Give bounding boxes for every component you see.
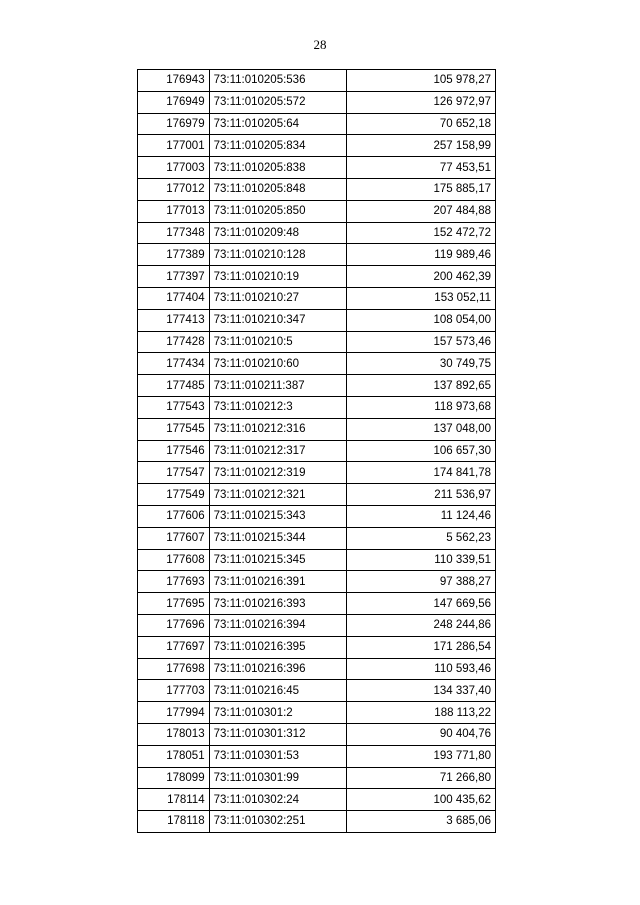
record-id-cell: 176949 — [138, 91, 210, 113]
cadastral-number-cell: 73:11:010209:48 — [209, 222, 347, 244]
value-cell: 193 771,80 — [347, 745, 496, 767]
value-cell: 147 669,56 — [347, 593, 496, 615]
table-row — [138, 723, 496, 745]
value-cell: 30 749,75 — [347, 353, 496, 375]
table-row — [138, 287, 496, 309]
cadastral-number-cell: 73:11:010301:53 — [209, 745, 347, 767]
record-id-cell: 177697 — [138, 636, 210, 658]
table-row — [138, 789, 496, 811]
record-id-cell: 177404 — [138, 287, 210, 309]
record-id-cell: 177608 — [138, 549, 210, 571]
table-row — [138, 70, 496, 92]
table-row — [138, 614, 496, 636]
table-row — [138, 636, 496, 658]
record-id-cell: 177994 — [138, 702, 210, 724]
cadastral-number-cell: 73:11:010215:344 — [209, 527, 347, 549]
table-row — [138, 353, 496, 375]
cadastral-number-cell: 73:11:010212:321 — [209, 484, 347, 506]
table-row — [138, 91, 496, 113]
table-row — [138, 266, 496, 288]
value-cell: 110 339,51 — [347, 549, 496, 571]
value-cell: 100 435,62 — [347, 789, 496, 811]
table-row — [138, 549, 496, 571]
value-cell: 137 892,65 — [347, 375, 496, 397]
record-id-cell: 177013 — [138, 200, 210, 222]
record-id-cell: 176979 — [138, 113, 210, 135]
cadastral-number-cell: 73:11:010205:850 — [209, 200, 347, 222]
value-cell: 200 462,39 — [347, 266, 496, 288]
table-row — [138, 375, 496, 397]
value-cell: 207 484,88 — [347, 200, 496, 222]
value-cell: 110 593,46 — [347, 658, 496, 680]
value-cell: 105 978,27 — [347, 70, 496, 92]
table-row — [138, 113, 496, 135]
record-id-cell: 177543 — [138, 396, 210, 418]
value-cell: 118 973,68 — [347, 396, 496, 418]
cadastral-number-cell: 73:11:010210:27 — [209, 287, 347, 309]
record-id-cell: 177606 — [138, 505, 210, 527]
table-row — [138, 767, 496, 789]
table-body — [138, 70, 496, 833]
page-number: 28 — [313, 37, 327, 52]
registry-table — [137, 69, 496, 833]
table-row — [138, 593, 496, 615]
cadastral-number-cell: 73:11:010216:393 — [209, 593, 347, 615]
table-row — [138, 396, 496, 418]
table-row — [138, 135, 496, 157]
cadastral-number-cell: 73:11:010302:251 — [209, 811, 347, 833]
value-cell: 137 048,00 — [347, 418, 496, 440]
table-row — [138, 680, 496, 702]
table-row — [138, 811, 496, 833]
value-cell: 3 685,06 — [347, 811, 496, 833]
cadastral-number-cell: 73:11:010302:24 — [209, 789, 347, 811]
record-id-cell: 178099 — [138, 767, 210, 789]
cadastral-number-cell: 73:11:010301:99 — [209, 767, 347, 789]
table-row — [138, 178, 496, 200]
cadastral-number-cell: 73:11:010215:345 — [209, 549, 347, 571]
value-cell: 106 657,30 — [347, 440, 496, 462]
record-id-cell: 177428 — [138, 331, 210, 353]
cadastral-number-cell: 73:11:010205:834 — [209, 135, 347, 157]
table-row — [138, 331, 496, 353]
record-id-cell: 177698 — [138, 658, 210, 680]
cadastral-number-cell: 73:11:010212:316 — [209, 418, 347, 440]
value-cell: 175 885,17 — [347, 178, 496, 200]
record-id-cell: 178118 — [138, 811, 210, 833]
record-id-cell: 177693 — [138, 571, 210, 593]
record-id-cell: 176943 — [138, 70, 210, 92]
record-id-cell: 178051 — [138, 745, 210, 767]
cadastral-number-cell: 73:11:010216:394 — [209, 614, 347, 636]
value-cell: 153 052,11 — [347, 287, 496, 309]
table-row — [138, 309, 496, 331]
table-row — [138, 505, 496, 527]
value-cell: 70 652,18 — [347, 113, 496, 135]
value-cell: 152 472,72 — [347, 222, 496, 244]
cadastral-number-cell: 73:11:010205:64 — [209, 113, 347, 135]
record-id-cell: 177485 — [138, 375, 210, 397]
cadastral-number-cell: 73:11:010301:2 — [209, 702, 347, 724]
record-id-cell: 177003 — [138, 157, 210, 179]
value-cell: 90 404,76 — [347, 723, 496, 745]
value-cell: 157 573,46 — [347, 331, 496, 353]
value-cell: 257 158,99 — [347, 135, 496, 157]
value-cell: 248 244,86 — [347, 614, 496, 636]
value-cell: 77 453,51 — [347, 157, 496, 179]
cadastral-number-cell: 73:11:010210:347 — [209, 309, 347, 331]
cadastral-number-cell: 73:11:010301:312 — [209, 723, 347, 745]
table-row — [138, 702, 496, 724]
record-id-cell: 177547 — [138, 462, 210, 484]
cadastral-number-cell: 73:11:010212:317 — [209, 440, 347, 462]
record-id-cell: 177545 — [138, 418, 210, 440]
cadastral-number-cell: 73:11:010215:343 — [209, 505, 347, 527]
record-id-cell: 177546 — [138, 440, 210, 462]
table-row — [138, 418, 496, 440]
value-cell: 211 536,97 — [347, 484, 496, 506]
cadastral-number-cell: 73:11:010205:536 — [209, 70, 347, 92]
value-cell: 188 113,22 — [347, 702, 496, 724]
record-id-cell: 177348 — [138, 222, 210, 244]
cadastral-number-cell: 73:11:010212:319 — [209, 462, 347, 484]
cadastral-number-cell: 73:11:010212:3 — [209, 396, 347, 418]
value-cell: 11 124,46 — [347, 505, 496, 527]
record-id-cell: 177696 — [138, 614, 210, 636]
record-id-cell: 177695 — [138, 593, 210, 615]
value-cell: 71 266,80 — [347, 767, 496, 789]
table-row — [138, 658, 496, 680]
cadastral-number-cell: 73:11:010211:387 — [209, 375, 347, 397]
table-row — [138, 440, 496, 462]
record-id-cell: 178013 — [138, 723, 210, 745]
table-row — [138, 484, 496, 506]
value-cell: 108 054,00 — [347, 309, 496, 331]
cadastral-number-cell: 73:11:010210:19 — [209, 266, 347, 288]
table-row — [138, 222, 496, 244]
cadastral-number-cell: 73:11:010210:128 — [209, 244, 347, 266]
value-cell: 174 841,78 — [347, 462, 496, 484]
record-id-cell: 177389 — [138, 244, 210, 266]
cadastral-number-cell: 73:11:010205:572 — [209, 91, 347, 113]
cadastral-number-cell: 73:11:010205:838 — [209, 157, 347, 179]
cadastral-number-cell: 73:11:010216:395 — [209, 636, 347, 658]
record-id-cell: 177397 — [138, 266, 210, 288]
record-id-cell: 177703 — [138, 680, 210, 702]
record-id-cell: 177434 — [138, 353, 210, 375]
record-id-cell: 178114 — [138, 789, 210, 811]
record-id-cell: 177001 — [138, 135, 210, 157]
table-row — [138, 157, 496, 179]
cadastral-number-cell: 73:11:010210:60 — [209, 353, 347, 375]
cadastral-number-cell: 73:11:010205:848 — [209, 178, 347, 200]
record-id-cell: 177012 — [138, 178, 210, 200]
value-cell: 97 388,27 — [347, 571, 496, 593]
value-cell: 119 989,46 — [347, 244, 496, 266]
cadastral-number-cell: 73:11:010216:391 — [209, 571, 347, 593]
value-cell: 5 562,23 — [347, 527, 496, 549]
value-cell: 126 972,97 — [347, 91, 496, 113]
cadastral-number-cell: 73:11:010210:5 — [209, 331, 347, 353]
table-row — [138, 527, 496, 549]
table-row — [138, 745, 496, 767]
table-row — [138, 571, 496, 593]
table-row — [138, 462, 496, 484]
record-id-cell: 177607 — [138, 527, 210, 549]
value-cell: 171 286,54 — [347, 636, 496, 658]
table-row — [138, 200, 496, 222]
cadastral-number-cell: 73:11:010216:396 — [209, 658, 347, 680]
record-id-cell: 177413 — [138, 309, 210, 331]
record-id-cell: 177549 — [138, 484, 210, 506]
value-cell: 134 337,40 — [347, 680, 496, 702]
cadastral-number-cell: 73:11:010216:45 — [209, 680, 347, 702]
table-row — [138, 244, 496, 266]
